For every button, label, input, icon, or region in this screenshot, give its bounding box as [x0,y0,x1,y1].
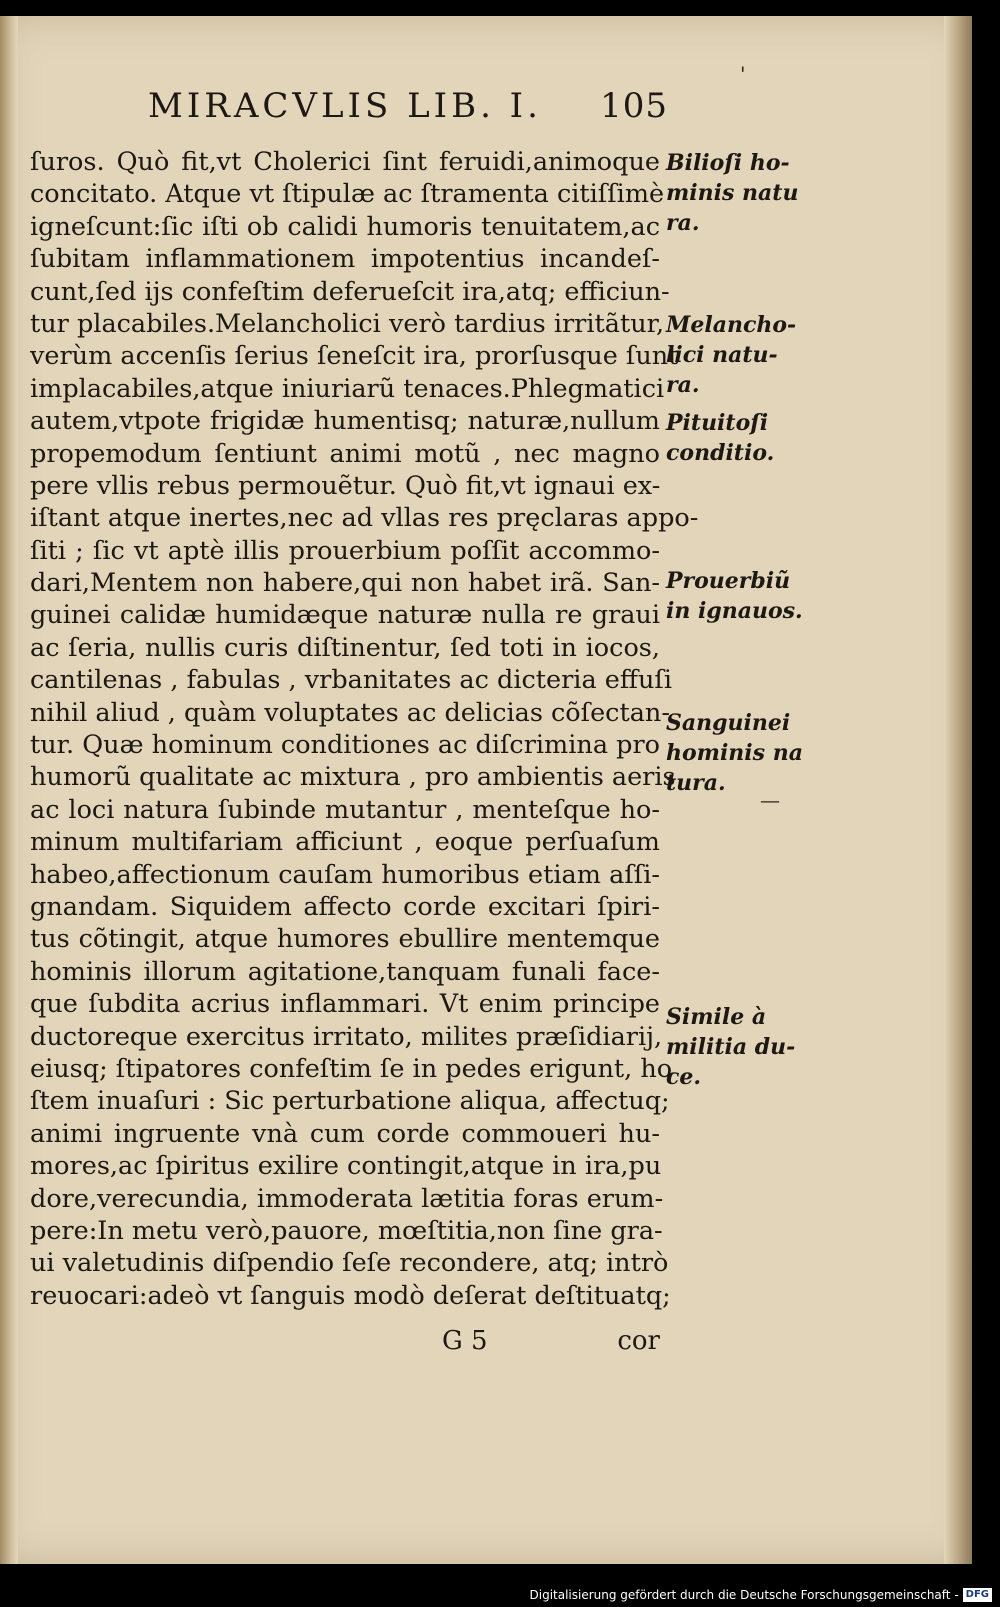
text-line: mores,ac ſpiritus exilire contingit,atque in ira,pu [30,1151,662,1182]
page-edge-shadow [944,16,972,1564]
text-line: pere vllis rebus permouẽtur. Quò fit,vt ignaui ex- [30,470,661,501]
margin-note-line: Prouerbiũ [666,568,791,594]
text-line: humorũ qualitate ac mixtura , pro ambientis aeris [30,762,676,793]
ink-dash: — [760,788,780,812]
margin-note-line: ce. [666,1064,702,1090]
margin-note-biliosi [666,148,806,238]
text-line: gnandam. Siquidem affecto corde excitari ſpiri- [30,891,660,922]
text-line: hominis illorum agitatione,tanquam funali face- [30,956,660,987]
text-line: ductoreque exercitus irritato, milites præſidiarij, [30,1021,663,1052]
margin-note-line: Pituitoſi [666,410,769,436]
margin-note-line: hominis na [666,740,803,766]
margin-note-line: Melancho- [666,312,797,338]
text-line: cunt,ſed ijs confeſtim deferueſcit ira,atq; efficiun- [30,276,670,307]
text-line: propemodum ſentiunt animi motũ , nec magno [30,438,660,469]
digitization-credit [530,1585,993,1605]
text-line: ac ſeria, nullis curis diſtinentur, ſed toti in iocos, [30,632,660,663]
margin-note-line: Sanguinei [666,710,791,736]
text-line: igneſcunt:ſic iſti ob calidi humoris tenuitatem,ac [30,211,660,242]
text-line: guinei calidæ humidæque naturæ nulla re graui [30,600,660,631]
text-line: ſubitam inflammationem impotentius incandeſ- [30,244,660,275]
margin-note-line: minis natu [666,180,799,206]
text-line: concitato. Atque vt ſtipulæ ac ſtramenta citiſſimè [30,179,665,210]
margin-note-simile [666,1002,806,1092]
text-line: reuocari:adeò vt ſanguis modò deſerat deſtituatq; [30,1280,671,1311]
text-line: verùm accenſis ſerius ſeneſcit ira, prorſusque ſunt [30,341,679,372]
text-line: ui valetudinis diſpendio ſeſe recondere, atq; intrò [30,1248,669,1279]
signature-mark: G 5 [442,1326,488,1356]
text-line: ſuros. Quò fit,vt Cholerici ſint feruidi,animoque [30,147,660,177]
text-line: que ſubdita acrius inflammari. Vt enim principe [30,989,660,1020]
margin-note-line: conditio. [666,440,775,466]
margin-note-prouerbium [666,566,806,626]
catchword: cor [617,1326,660,1356]
page-number: 105 [600,86,668,126]
margin-note-line: militia du- [666,1034,796,1060]
text-line: tur. Quæ hominum conditiones ac diſcrimina pro [30,730,660,761]
margin-note-line: tura. [666,770,726,796]
running-head: MIRACVLIS LIB. I. [148,86,542,126]
margin-note-line: lici natu- [666,342,778,368]
body-text [30,146,699,1312]
text-line: implacabiles,atque iniuriarũ tenaces.Phlegmatici [30,373,665,404]
text-line: cantilenas , fabulas , vrbanitates ac dicteria effuſi [30,665,672,696]
margin-note-line: in ignauos. [666,598,803,624]
text-line: nihil aliud , quàm voluptates ac delicias cõſectan- [30,697,670,728]
page-footer [30,1326,660,1360]
text-line: habeo,affectionum cauſam humoribus etiam aſſi- [30,859,660,890]
text-line: ſtem inuaſuri : Sic perturbatione aliqua, affectuq; [30,1086,670,1117]
text-line: minum multifariam afficiunt , eoque perſuaſum [30,827,660,858]
text-line: animi ingruente vnà cum corde commoueri hu- [30,1118,660,1149]
text-line: dari,Mentem non habere,qui non habet irã. San- [30,568,660,599]
text-line: ac loci natura ſubinde mutantur , menteſque ho- [30,794,660,825]
credit-text: Digitalisierung gefördert durch die Deutsche Forschungsgemeinschaft - [529,1588,959,1602]
margin-note-line: Simile à [666,1004,767,1030]
margin-note-sanguinei [666,708,806,798]
text-line: pere:In metu verò,pauore, mœſtitia,non ſine gra- [30,1215,663,1246]
margin-note-pituitosi [666,408,806,468]
text-line: eiusq; ſtipatores confeſtim ſe in pedes erigunt, ho [30,1053,673,1084]
margin-note-line: Bilioſi ho- [666,150,790,176]
text-line: dore,verecundia, immoderata lætitia foras erum- [30,1183,664,1214]
text-line: ſiti ; ſic vt aptè illis prouerbium poſſit accommo- [30,535,660,566]
page-gutter-shadow [0,16,18,1564]
margin-note-line: ra. [666,210,700,236]
text-line: autem,vtpote frigidæ humentisq; naturæ,nullum [30,406,660,437]
margin-note-line: ra. [666,372,700,398]
margin-note-melancholici [666,310,806,400]
text-line: tus cõtingit, atque humores ebullire mentemque [30,924,660,955]
ink-mark: ' [740,62,746,86]
text-line: iſtant atque inertes,nec ad vllas res pręclaras appo- [30,503,699,534]
page-header [148,86,668,126]
dfg-logo: DFG [963,1588,992,1602]
text-line: tur placabiles.Melancholici verò tardius irritãtur, [30,308,665,339]
